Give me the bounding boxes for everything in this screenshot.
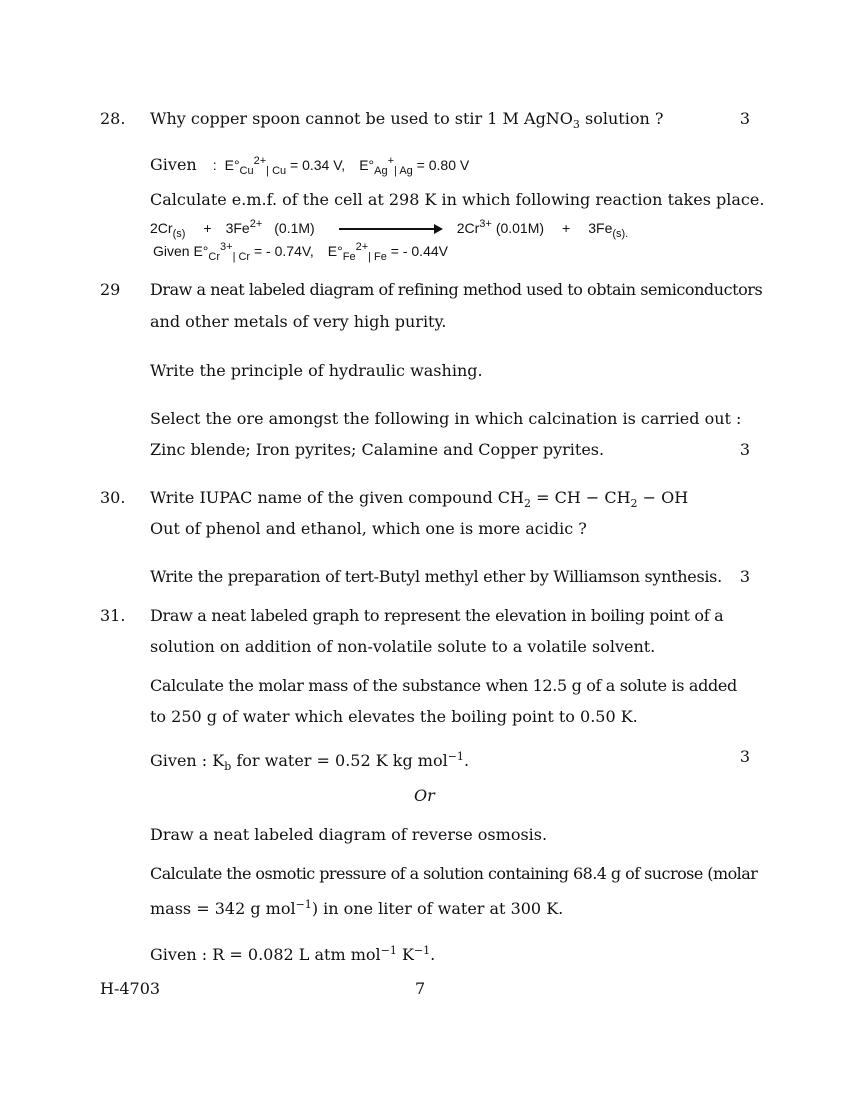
question-31-marks: 3 [739, 747, 750, 766]
question-29-line-1: Draw a neat labeled diagram of refining method used to obtain semiconductors [150, 280, 763, 299]
question-31-line-4: to 250 g of water which elevates the boiling point to 0.50 K. [150, 707, 638, 726]
question-29-line-2: and other metals of very high purity. [150, 312, 447, 331]
question-28-given-chromium-iron-potentials: Given $E^\circ_{Cr}^{3+}_{| Cr}$ = - 0.74V, $E^\circ_{Fe}^{2+}_{| Fe}$ = - 0.44V [153, 241, 448, 263]
question-28-calculate-emf: Calculate e.m.f. of the cell at 298 K in which following reaction takes place. [150, 190, 765, 209]
question-29-marks: 3 [739, 440, 750, 459]
question-28-number: 28. [100, 109, 126, 128]
question-30-number: 30. [100, 488, 126, 507]
question-28-reaction-equation: $2Cr_{(s)} + 3Fe^{2+}$ (0.1M) $2Cr^{3+}$ $(0.01M) + 3Fe_{(s).}$ [150, 218, 629, 240]
question-31-number: 31. [100, 606, 126, 625]
question-31-line-6: Draw a neat labeled diagram of reverse osmosis. [150, 825, 548, 844]
question-31-line-2: solution on addition of non-volatile solute to a volatile solvent. [150, 637, 656, 656]
question-28-line-1: Why copper spoon cannot be used to stir 1 M AgNO$_3$ solution ? [150, 109, 664, 131]
question-28-marks: 3 [739, 109, 750, 128]
footer-paper-code: H-4703 [100, 979, 161, 998]
reaction-arrow-icon [339, 224, 443, 234]
question-29-line-3: Write the principle of hydraulic washing. [150, 361, 483, 380]
question-31-line-7: Calculate the osmotic pressure of a solution containing 68.4 g of sucrose (molar [150, 864, 758, 883]
question-28-given-electrode-potentials: Given : $E^\circ_{Cu}^{2+}_{| Cu} = 0.34$ V, $E^\circ_{Ag}^+_{| Ag} = 0.80$ V [150, 155, 470, 177]
question-31-or-separator: Or [414, 786, 435, 805]
question-31-line-1: Draw a neat labeled graph to represent the elevation in boiling point of a [150, 606, 724, 625]
question-30-line-2: Out of phenol and ethanol, which one is more acidic ? [150, 519, 587, 538]
footer-page-number: 7 [415, 979, 426, 998]
question-31-line-8: mass = 342 g mol$^{-1}$) in one liter of water at 300 K. [150, 898, 564, 918]
question-31-line-5: Given : $K_b$ for water = 0.52 K kg mol$^{-1}$. [150, 750, 470, 773]
question-29-line-5: Zinc blende; Iron pyrites; Calamine and Copper pyrites. [150, 440, 605, 459]
question-29-line-4: Select the ore amongst the following in which calcination is carried out : [150, 409, 742, 428]
question-29-number: 29 [100, 280, 121, 299]
question-30-line-1: Write IUPAC name of the given compound $CH_2$ = CH − $CH_2$ − OH [150, 488, 689, 510]
question-31-line-9: Given : R = 0.082 L atm mol$^{-1}$ $K^{-1}$. [150, 944, 436, 964]
question-31-line-3: Calculate the molar mass of the substance when 12.5 g of a solute is added [150, 676, 737, 695]
question-30-marks: 3 [739, 567, 750, 586]
question-30-line-3: Write the preparation of tert-Butyl methyl ether by Williamson synthesis. [150, 567, 722, 586]
